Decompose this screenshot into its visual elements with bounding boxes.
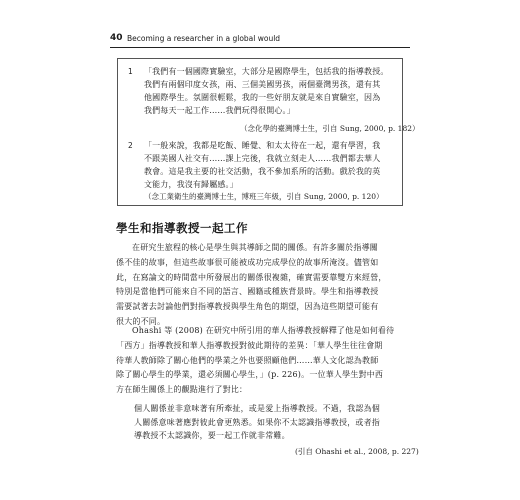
block-quote-line: 個人關係並非意味著有所牽扯，或是愛上指導教授。不過，我認為個: [134, 404, 380, 413]
running-head: Becoming a researcher in a global would: [127, 34, 281, 43]
paragraph-line: 特別是當他們可能來自不同的語言、國籍或種族背景時。學生和指導教授: [116, 287, 379, 297]
quote-line: 「一般來說，我都是吃飯、睡覺、和太太待在一起，還有學習，我: [144, 141, 381, 150]
quote-line: 不跟美國人社交有……課上完後，我就立刻走人……我們都去華人: [144, 154, 381, 163]
quote-line: 教會。這是我主要的社交活動，我不參加系所的活動。戲於我的英: [144, 167, 381, 176]
quote-line: 我們每天一起工作……我們玩得很開心。」: [144, 106, 295, 115]
quote-line: 他國際學生。氛圍很輕鬆，我的一些好朋友就是來自實驗室，因為: [144, 93, 381, 102]
header-rule: [110, 47, 410, 48]
quote-line: 「我們有一個國際實驗室，大部分是國際學生，包括我的指導教授。: [144, 67, 389, 76]
paragraph-line: 待華人教師除了關心他們的學業之外也要照顧他們……華人文化認為教師: [116, 355, 379, 365]
paragraph-line: 除了關心學生的學業，還必須關心學生，」(p. 226)。一位華人學生對中西: [116, 370, 384, 380]
quote-line: 文能力，我沒有歸屬感。」: [144, 180, 238, 189]
paragraph-line: Ohashi 等 (2008) 在研究中所引用的華人指導教授解釋了他是如何看待: [132, 326, 395, 335]
paragraph-line: 需要試著去討論他們對指導教授與學生角色的期望，因為這些期望可能有: [116, 302, 379, 312]
paragraph-line: 方在師生關係上的觀點進行了對比：: [116, 385, 248, 395]
quote-item-2: [128, 139, 396, 191]
paragraph-1: [116, 241, 404, 330]
quote-item-1: [128, 65, 396, 117]
page-number: 40: [110, 33, 123, 43]
quote-citation: （念化學的臺灣博士生，引自 Sung, 2000, p. 182）: [240, 124, 420, 133]
paragraph-line: 此，在寫論文的時間當中所發展出的關係很複雜，確實需要靠雙方來經營，: [116, 272, 387, 282]
paragraph-2: [116, 324, 404, 398]
section-heading: 學生和指導教授一起工作: [116, 221, 248, 235]
page-header: [110, 33, 410, 45]
paragraph-line: 「西方」指導教授和華人指導教授對彼此期待的差異：「華人學生往往會期: [116, 340, 383, 350]
quote-number: 2: [128, 141, 133, 150]
quote-box: [117, 58, 420, 206]
quote-text: [144, 65, 396, 117]
block-quote: [134, 402, 394, 443]
block-quote-line: 人關係意味著應對彼此會更熟悉。如果你不太認識指導教授，或者指: [134, 417, 380, 427]
block-quote-line: 導教授不太認識你，要一起工作就非常難。: [134, 431, 290, 440]
paragraph-line: 係不佳的故事，但這些故事很可能被成功完成學位的故事所淹沒。儘管如: [116, 257, 379, 267]
block-quote-citation: (引自 Ohashi et al., 2008, p. 227): [295, 447, 419, 456]
quote-text: [144, 139, 396, 191]
paragraph-line: 在研究生旅程的核心是學生與其導師之間的關係。有許多關於指導關: [132, 243, 378, 252]
quote-number: 1: [128, 67, 133, 76]
paragraph-line: 很大的不同。: [116, 316, 166, 326]
quote-line: 我們有兩個印度女孩，兩、三個美國男孩，兩個臺灣男孩，還有其: [144, 80, 381, 89]
quote-citation: （念工業衛生的臺灣博士生，博班三年級，引自 Sung, 2000, p. 120）: [144, 192, 384, 201]
